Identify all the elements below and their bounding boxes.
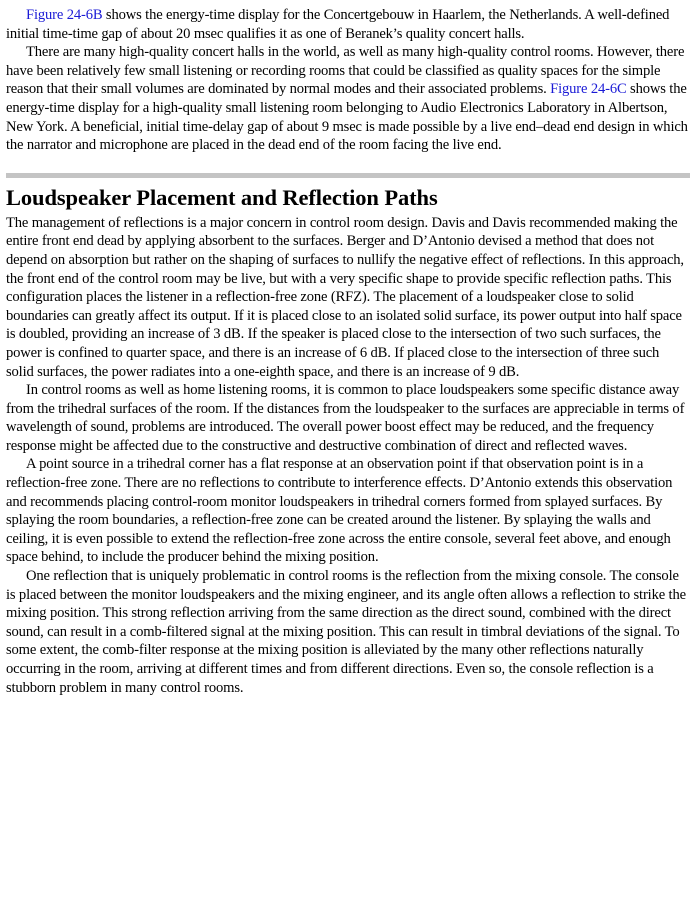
body-paragraph-2: In control rooms as well as home listening rooms, it is common to place loudspeakers some specific distance away from the trihedral surfaces of the room. If the distances from the loudspeaker to the surfaces are appreciable in terms of wavelength of sound, problems are introduced. The overall power boost effect may be reduced, and the frequency response might be affected due to the constructive and destructive combination of direct and reflected waves. [6, 382, 685, 454]
intro-paragraph-1 [6, 6, 690, 43]
intro-paragraph-2 [6, 43, 690, 155]
page-content [6, 6, 690, 697]
intro-paragraph-1-text: shows the energy-time display for the Concertgebouw in Haarlem, the Netherlands. A well-defined initial time-time gap of about 20 msec qualifies it as one of Beranek’s quality concert halls. [6, 7, 670, 42]
body-paragraph-4: One reflection that is uniquely problematic in control rooms is the reflection from the mixing console. The console is placed between the monitor loudspeakers and the mixing engineer, and its angle often allows a reflection to strike the mixing position. This strong reflection arriving from the same direction as the direct sound, combined with the direct sound, can result in a comb-filtered signal at the mixing position. This can result in timbral deviations of the signal. To some extent, the comb-filter response at the mixing position is alleviated by the many other reflections naturally occurring in the room, arriving at different times and from different directions. Even so, the console reflection is a stubborn problem in many control rooms. [6, 568, 686, 696]
section-heading: Loudspeaker Placement and Reflection Paths [6, 184, 438, 210]
body-paragraph-3: A point source in a trihedral corner has a flat response at an observation point if that observation point is in a reflection-free zone. There are no reflections to contribute to interference effects. D’Antonio extends this observation and recommends placing control-room monitor loudspeakers in trihedral corners formed from splayed surfaces. By splaying the room boundaries, a reflection-free zone can be created around the listener. By splaying the walls and ceiling, it is even possible to extend the reflection-free zone across the entire console, several feet above, and enough space behind, to include the producer behind the mixing position. [6, 456, 673, 566]
intro-paragraph-2-after: shows the energy-time display for a high-quality small listening room belonging to Audio Electronics Laboratory in Albertson, New York. A beneficial, initial time-delay gap of about 9 msec is made possible by a live end–dead end design in which the narrator and microphone are placed in the dead end of the room facing the live end. [6, 81, 688, 154]
figure-24-6b-link[interactable]: Figure 24-6B [26, 7, 103, 23]
intro-paragraph-2-before: There are many high-quality concert halls in the world, as well as many high-quality control rooms. However, there have been relatively few small listening or recording rooms that could be classified as quality spaces for the simple reason that their small volumes are dominated by normal modes and their associated problems. [6, 44, 685, 98]
figure-24-6c-link[interactable]: Figure 24-6C [550, 81, 627, 98]
section-divider [6, 173, 690, 178]
body-paragraph-1: The management of reflections is a major concern in control room design. Davis and Davis recommended making the entire front end dead by applying absorbent to the surfaces. Berger and D’Antonio devised a method that does not depend on absorption but rather on the shaping of surfaces to nullify the negative effect of reflections. In this approach, the front end of the control room may be live, but with a very specific shape to provide specific reflection paths. This configuration places the listener in a reflection-free zone (RFZ). The placement of a loudspeaker close to solid boundaries can greatly affect its output. If it is placed close to an isolated solid surface, its power output into half space is doubled, providing an increase of 3 dB. If the speaker is placed close to the intersection of two such surfaces, the power is confined to quarter space, and there is an increase of 6 dB. If placed close to the intersection of three such solid surfaces, the power radiates into a one-eighth space, and there is an increase of 9 dB. [6, 214, 684, 380]
